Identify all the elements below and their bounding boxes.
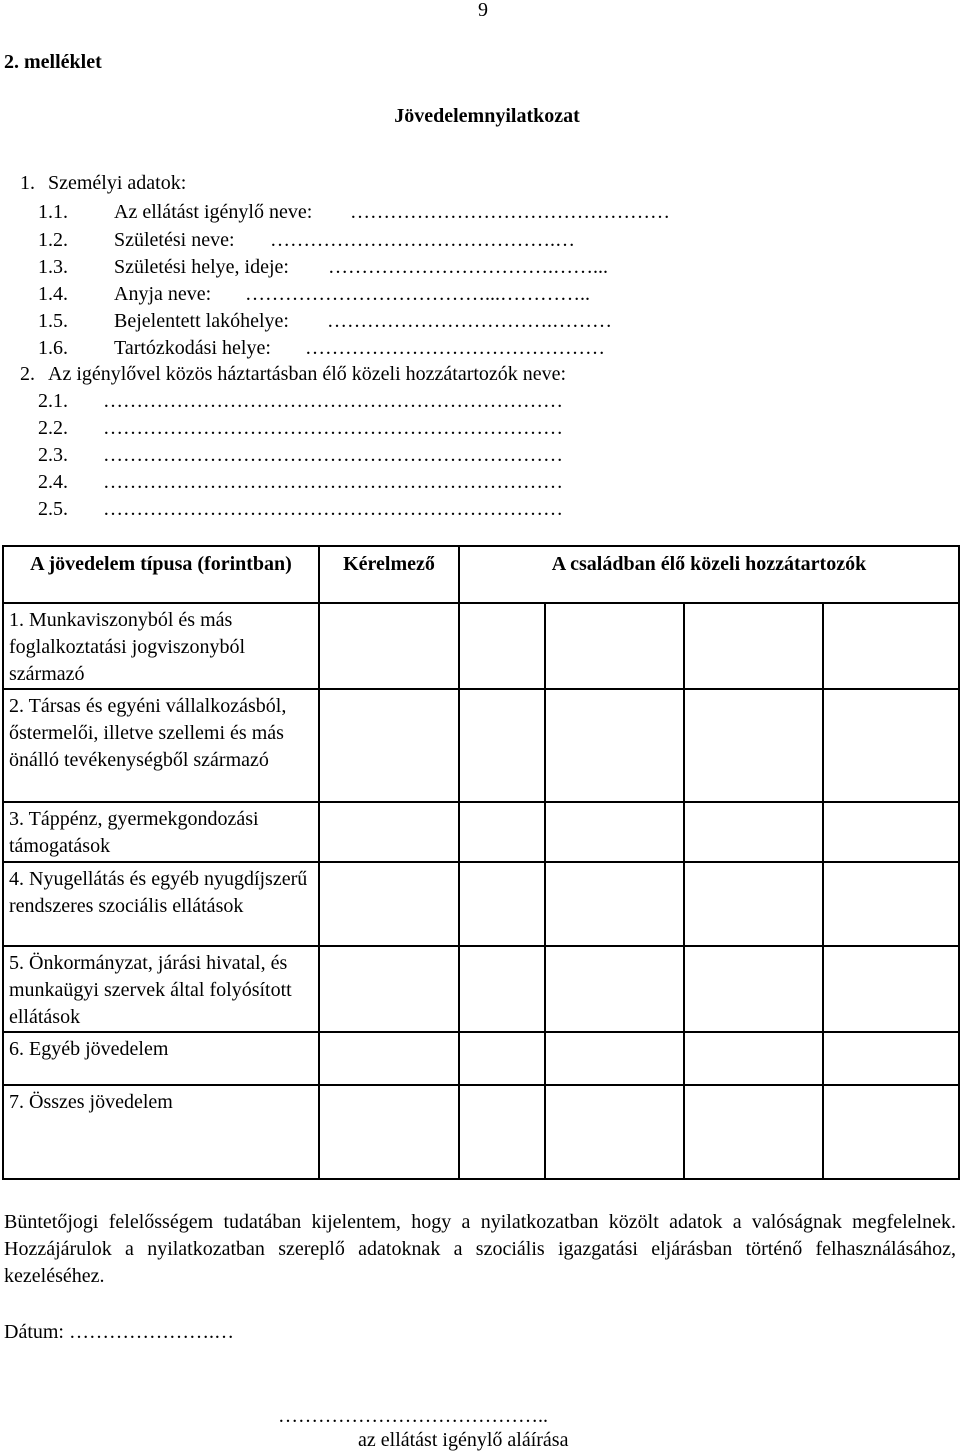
relative-cell[interactable] <box>545 1032 684 1085</box>
applicant-cell[interactable] <box>319 603 459 689</box>
income-row-label: 2. Társas és egyéni vállalkozásból, őstermelői, illetve szellemi és más önálló tevékenységből származó <box>3 689 319 802</box>
field-label-mother-name: Anyja neve: <box>114 283 212 305</box>
date-dots: ………………….… <box>69 1321 234 1343</box>
field-dots: …………………………………….… <box>270 229 575 251</box>
field-num: 1.3. <box>38 256 68 278</box>
household-num: 2.5. <box>38 498 68 520</box>
relative-cell[interactable] <box>459 689 545 802</box>
applicant-cell[interactable] <box>319 689 459 802</box>
field-label-birth-name: Születési neve: <box>114 229 235 251</box>
section-num: 1. <box>20 172 35 194</box>
applicant-cell[interactable] <box>319 946 459 1032</box>
header-income-type: A jövedelem típusa (forintban) <box>3 546 319 603</box>
applicant-cell[interactable] <box>319 1032 459 1085</box>
income-row-label: 1. Munkaviszonyból és más foglalkoztatási jogviszonyból származó <box>3 603 319 689</box>
declaration-text: Büntetőjogi felelősségem tudatában kijelentem, hogy a nyilatkozatban közölt adatok a valóságnak megfelelnek. Hozzájárulok a nyilatkozatban szereplő adatoknak a szociális igazgatási eljárásban történő felhasználásához, kezeléséhez. <box>4 1211 956 1287</box>
relative-cell[interactable] <box>459 1085 545 1179</box>
annex-label: 2. melléklet <box>4 51 102 73</box>
relative-cell[interactable] <box>545 689 684 802</box>
section-num: 2. <box>20 363 35 385</box>
relative-cell[interactable] <box>684 689 823 802</box>
field-num: 1.5. <box>38 310 68 332</box>
relative-cell[interactable] <box>545 802 684 862</box>
field-dots: ……………………………………… <box>305 337 605 359</box>
relative-cell[interactable] <box>459 862 545 946</box>
relative-cell[interactable] <box>459 603 545 689</box>
relative-cell[interactable] <box>823 862 959 946</box>
section-heading-household: Az igénylővel közös háztartásban élő közeli hozzátartozók neve: <box>48 363 567 385</box>
household-num: 2.3. <box>38 444 68 466</box>
header-relatives: A családban élő közeli hozzátartozók <box>459 546 959 603</box>
date-line[interactable] <box>4 1322 234 1342</box>
page-number: 9 <box>478 0 488 21</box>
household-num: 2.1. <box>38 390 68 412</box>
section-heading-personal: Személyi adatok: <box>48 172 187 194</box>
income-row-label: 6. Egyéb jövedelem <box>3 1032 319 1085</box>
relative-cell[interactable] <box>459 1032 545 1085</box>
income-row-label: 4. Nyugellátás és egyéb nyugdíjszerű rendszeres szociális ellátások <box>3 862 319 946</box>
signature-label: az ellátást igénylő aláírása <box>358 1429 569 1451</box>
household-num: 2.2. <box>38 417 68 439</box>
relative-cell[interactable] <box>545 862 684 946</box>
relative-cell[interactable] <box>684 603 823 689</box>
page-title: Jövedelemnyilatkozat <box>394 105 580 127</box>
income-table <box>2 545 960 1180</box>
field-num: 1.4. <box>38 283 68 305</box>
relative-cell[interactable] <box>459 946 545 1032</box>
household-dots: …………………………………………………………… <box>103 417 563 439</box>
field-label-applicant-name: Az ellátást igénylő neve: <box>114 201 313 223</box>
signature-line[interactable]: ………………………………….. <box>278 1405 548 1427</box>
household-dots: …………………………………………………………… <box>103 444 563 466</box>
applicant-cell[interactable] <box>319 862 459 946</box>
household-num: 2.4. <box>38 471 68 493</box>
date-label: Dátum: <box>4 1321 64 1343</box>
relative-cell[interactable] <box>823 689 959 802</box>
relative-cell[interactable] <box>459 802 545 862</box>
relative-cell[interactable] <box>684 802 823 862</box>
applicant-cell[interactable] <box>319 1085 459 1179</box>
field-num: 1.2. <box>38 229 68 251</box>
relative-cell[interactable] <box>545 1085 684 1179</box>
relative-cell[interactable] <box>684 862 823 946</box>
field-label-birth-place-date: Születési helye, ideje: <box>114 256 289 278</box>
field-label-residence: Tartózkodási helye: <box>114 337 271 359</box>
field-dots: …………………………….……... <box>328 256 608 278</box>
header-applicant: Kérelmező <box>319 546 459 603</box>
income-row-label: 3. Táppénz, gyermekgondozási támogatások <box>3 802 319 862</box>
income-row-label-total: 7. Összes jövedelem <box>3 1085 319 1179</box>
relative-cell[interactable] <box>684 1032 823 1085</box>
field-num: 1.1. <box>38 201 68 223</box>
relative-cell[interactable] <box>684 946 823 1032</box>
field-label-registered-address: Bejelentett lakóhelye: <box>114 310 289 332</box>
relative-cell[interactable] <box>823 1032 959 1085</box>
relative-cell[interactable] <box>823 802 959 862</box>
household-dots: …………………………………………………………… <box>103 498 563 520</box>
field-dots: ………………………………...………….. <box>245 283 590 305</box>
applicant-cell[interactable] <box>319 802 459 862</box>
relative-cell[interactable] <box>545 946 684 1032</box>
household-dots: …………………………………………………………… <box>103 390 563 412</box>
relative-cell[interactable] <box>823 1085 959 1179</box>
income-row-label: 5. Önkormányzat, járási hivatal, és munkaügyi szervek által folyósított ellátások <box>3 946 319 1032</box>
relative-cell[interactable] <box>823 946 959 1032</box>
field-dots: …………………………….……… <box>327 310 612 332</box>
relative-cell[interactable] <box>823 603 959 689</box>
household-dots: …………………………………………………………… <box>103 471 563 493</box>
relative-cell[interactable] <box>684 1085 823 1179</box>
field-dots: ………………………………………… <box>350 201 670 223</box>
field-num: 1.6. <box>38 337 68 359</box>
relative-cell[interactable] <box>545 603 684 689</box>
